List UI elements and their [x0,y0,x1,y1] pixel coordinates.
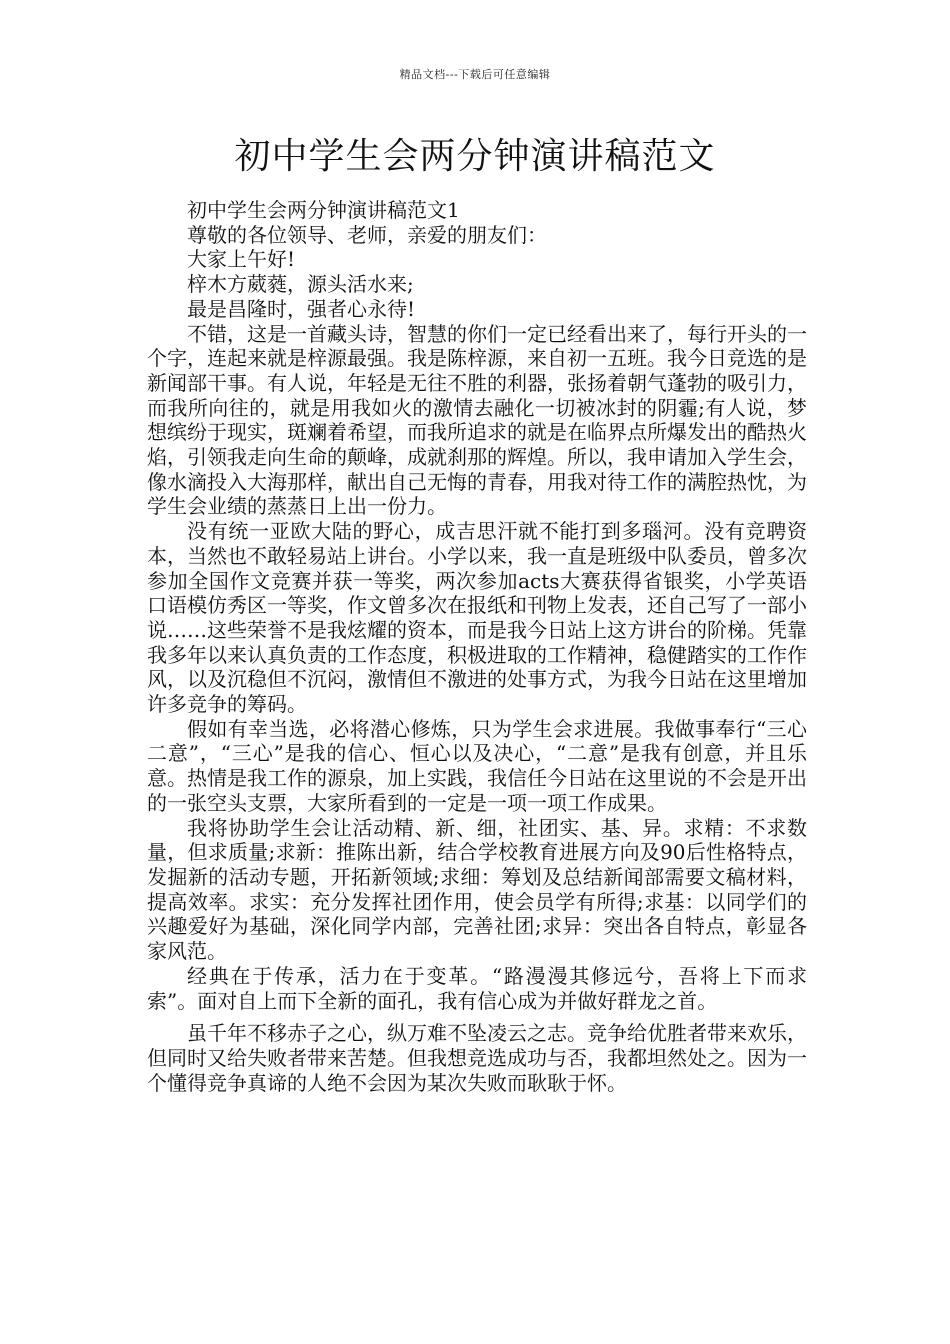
paragraph: 最是昌隆时，强者心永待! [187,296,416,321]
paragraph: 大家上午好! [187,247,296,272]
header-note: 精品文档---下载后可任意编辑 [399,68,551,81]
document-body [147,198,807,1095]
paragraph: 梓木方葳蕤，源头活水来; [187,272,414,297]
paragraph: 虽千年不移赤子之心，纵万难不坠凌云之志。竞争给优胜者带来欢乐，但同时又给失败者带来苦楚。但我想竞选成功与否，我都坦然处之。因为一个懂得竞争真谛的人绝不会因为某次失败而耿耿于怀。 [147,1021,807,1095]
paragraph: 没有统一亚欧大陆的野心，成吉思汗就不能打到多瑙河。没有竞聘资本，当然也不敢轻易站上讲台。小学以来，我一直是班级中队委员，曾多次参加全国作文竞赛并获一等奖，两次参加acts大赛获得省银奖，小学英语口语模仿秀区一等奖，作文曾多次在报纸和刊物上发表，还自己写了一部小说……这些荣誉不是我炫耀的资本，而是我今日站上这方讲台的阶梯。凭靠我多年以来认真负责的工作态度，积极进取的工作精神，稳健踏实的工作作风，以及沉稳但不沉闷，激情但不激进的处事方式，为我今日站在这里增加许多竞争的筹码。 [147,519,807,717]
document-title: 初中学生会两分钟演讲稿范文 [234,136,716,177]
paragraph: 经典在于传承，活力在于变革。“路漫漫其修远兮，吾将上下而求索”。面对自上而下全新的面孔，我有信心成为并做好群龙之首。 [147,963,807,1013]
paragraph: 我将协助学生会让活动精、新、细，社团实、基、异。求精：不求数量，但求质量;求新：推陈出新，结合学校教育进展方向及90后性格特点，发掘新的活动专题，开拓新领域;求细：筹划及总结新闻部需要文稿材料，提高效率。求实：充分发挥社团作用，使会员学有所得;求基：以同学们的兴趣爱好为基础，深化同学内部，完善社团;求异：突出各自特点，彰显各家风范。 [147,815,807,964]
paragraph: 初中学生会两分钟演讲稿范文1 [187,198,460,222]
paragraph: 不错，这是一首藏头诗，智慧的你们一定已经看出来了，每行开头的一个字，连起来就是梓源最强。我是陈梓源，来自初一五班。我今日竞选的是新闻部干事。有人说，年轻是无往不胜的利器，张扬着朝气蓬勃的吸引力，而我所向往的，就是用我如火的激情去融化一切被冰封的阴霾;有人说，梦想缤纷于现实，斑斓着希望，而我所追求的就是在临界点所爆发出的酷热火焰，引领我走向生命的颠峰，成就刹那的辉煌。所以，我申请加入学生会，像水滴投入大海那样，献出自己无悔的青春，用我对待工作的满腔热忱，为学生会业绩的蒸蒸日上出一份力。 [147,321,807,519]
paragraph: 尊敬的各位领导、老师，亲爱的朋友们： [187,222,547,247]
paragraph: 假如有幸当选，必将潜心修炼，只为学生会求进展。我做事奉行“三心二意”，“三心”是我的信心、恒心以及决心，“二意”是我有创意，并且乐意。热情是我工作的源泉，加上实践，我信任今日站在这里说的不会是开出的一张空头支票，大家所看到的一定是一项一项工作成果。 [147,716,807,815]
